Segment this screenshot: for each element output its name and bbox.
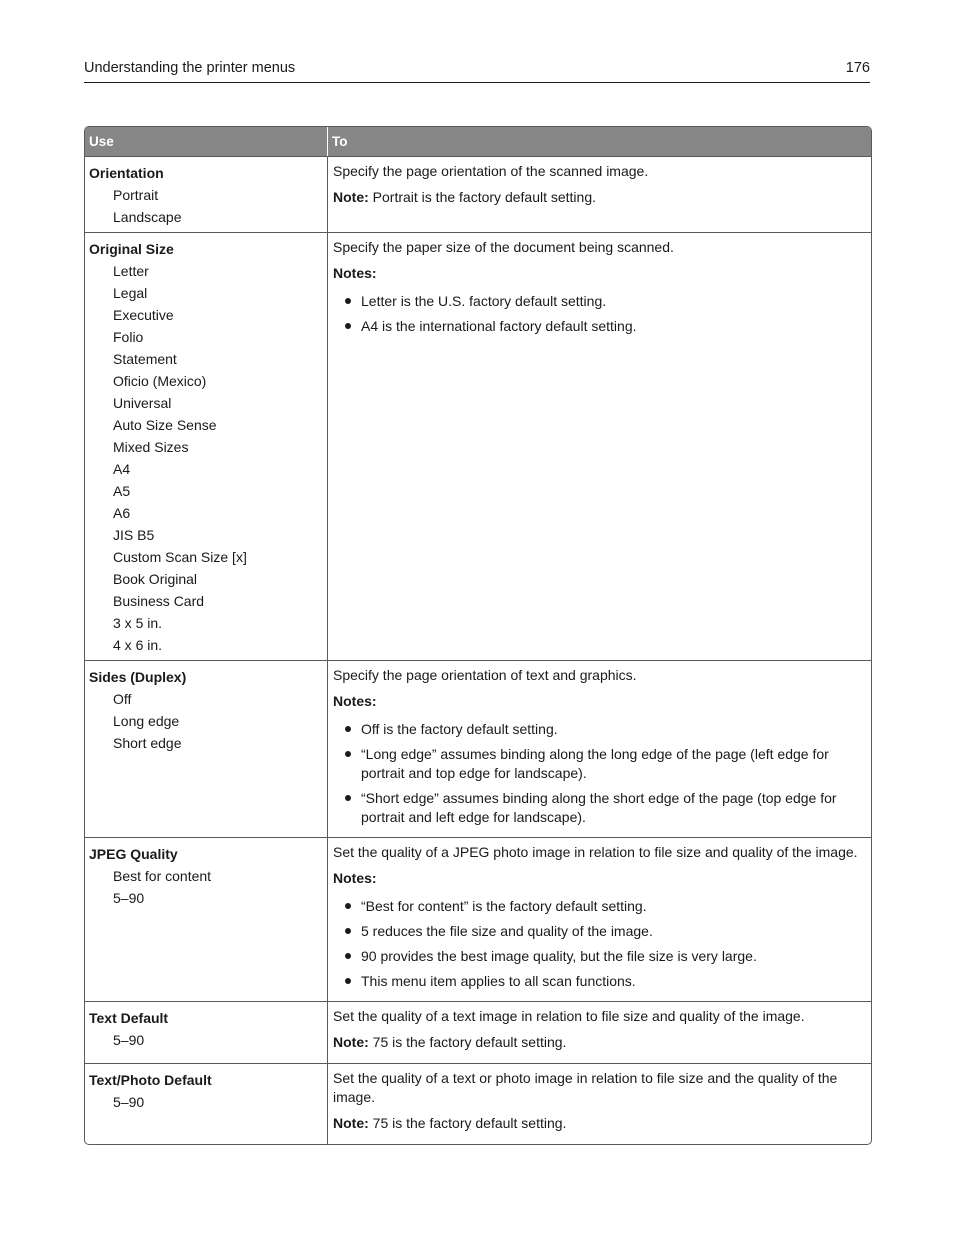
to-cell xyxy=(328,661,871,837)
menu-option: Universal xyxy=(113,395,172,411)
bullet-icon xyxy=(345,323,351,329)
table-row xyxy=(85,660,871,837)
menu-option: Folio xyxy=(113,329,144,345)
menu-option: Landscape xyxy=(113,209,182,225)
menu-option: Short edge xyxy=(113,735,182,751)
to-cell xyxy=(328,233,871,660)
use-cell xyxy=(85,1002,328,1063)
note-item: 90 provides the best image quality, but the file size is very large. xyxy=(333,947,867,966)
description: Set the quality of a text image in relation to file size and quality of the image. xyxy=(333,1008,805,1024)
use-cell xyxy=(85,838,328,1001)
menu-item-name: Original Size xyxy=(89,241,174,257)
column-header-to: To xyxy=(332,134,348,149)
use-cell xyxy=(85,157,328,232)
note-item: “Best for content” is the factory default setting. xyxy=(333,897,867,916)
menu-table xyxy=(84,126,872,1145)
menu-item-name: JPEG Quality xyxy=(89,846,178,862)
page-header xyxy=(84,58,870,83)
table-row xyxy=(85,1001,871,1063)
menu-option: 3 x 5 in. xyxy=(113,615,163,631)
note-label: Note: xyxy=(333,189,369,205)
table-row xyxy=(85,837,871,1001)
table-row xyxy=(85,156,871,232)
description: Specify the paper size of the document being scanned. xyxy=(333,239,674,255)
to-cell xyxy=(328,1064,871,1144)
menu-option: Auto Size Sense xyxy=(113,417,217,433)
menu-option: Mixed Sizes xyxy=(113,439,189,455)
menu-item-name: Text Default xyxy=(89,1010,169,1026)
bullet-icon xyxy=(345,978,351,984)
menu-option: 5–90 xyxy=(113,890,145,906)
notes-list xyxy=(333,720,867,827)
column-header-use: Use xyxy=(85,127,328,156)
menu-option: 4 x 6 in. xyxy=(113,637,163,653)
note-label: Note: xyxy=(333,1115,369,1131)
page-number: 176 xyxy=(845,60,870,76)
bullet-icon xyxy=(345,928,351,934)
note xyxy=(333,1114,867,1133)
note-text: 75 is the factory default setting. xyxy=(368,1115,567,1131)
table-row xyxy=(85,1063,871,1144)
note-text: 75 is the factory default setting. xyxy=(368,1034,567,1050)
note-item: This menu item applies to all scan functions. xyxy=(333,972,867,991)
description: Specify the page orientation of the scanned image. xyxy=(333,163,649,179)
to-cell xyxy=(328,838,871,1001)
note xyxy=(333,1033,867,1052)
menu-option: Book Original xyxy=(113,571,198,587)
note-text: Portrait is the factory default setting. xyxy=(368,189,597,205)
note-item: “Short edge” assumes binding along the short edge of the page (top edge for portrait and left edge for landscape). xyxy=(333,789,867,827)
menu-option: Off xyxy=(113,691,132,707)
note-label: Note: xyxy=(333,1034,369,1050)
description: Specify the page orientation of text and graphics. xyxy=(333,667,637,683)
notes-label: Notes: xyxy=(333,693,377,709)
to-cell xyxy=(328,1002,871,1063)
menu-option: Custom Scan Size [x] xyxy=(113,549,247,565)
bullet-icon xyxy=(345,953,351,959)
description: Set the quality of a text or photo image in relation to file size and the quality of the image. xyxy=(333,1070,838,1105)
note-item: “Long edge” assumes binding along the long edge of the page (left edge for portrait and top edge for landscape). xyxy=(333,745,867,783)
bullet-icon xyxy=(345,751,351,757)
menu-item-name: Orientation xyxy=(89,165,164,181)
bullet-icon xyxy=(345,726,351,732)
menu-item-name: Text/Photo Default xyxy=(89,1072,212,1088)
use-cell xyxy=(85,233,328,660)
menu-option: A5 xyxy=(113,483,131,499)
use-cell xyxy=(85,661,328,837)
menu-option: Long edge xyxy=(113,713,180,729)
note-item: Off is the factory default setting. xyxy=(333,720,867,739)
menu-option: Portrait xyxy=(113,187,159,203)
notes-label: Notes: xyxy=(333,265,377,281)
bullet-icon xyxy=(345,795,351,801)
use-cell xyxy=(85,1064,328,1144)
to-cell xyxy=(328,157,871,232)
notes-list xyxy=(333,897,867,991)
menu-option: Letter xyxy=(113,263,149,279)
menu-option: Business Card xyxy=(113,593,205,609)
menu-option: A4 xyxy=(113,461,131,477)
menu-option: 5–90 xyxy=(113,1094,145,1110)
bullet-icon xyxy=(345,903,351,909)
notes-label: Notes: xyxy=(333,870,377,886)
table-header xyxy=(85,127,871,156)
menu-option: Executive xyxy=(113,307,174,323)
menu-item-name: Sides (Duplex) xyxy=(89,669,187,685)
menu-option: Best for content xyxy=(113,868,212,884)
notes-list xyxy=(333,292,867,336)
note-item: Letter is the U.S. factory default setting. xyxy=(333,292,867,311)
menu-option: 5–90 xyxy=(113,1032,145,1048)
bullet-icon xyxy=(345,298,351,304)
page-header-title: Understanding the printer menus xyxy=(84,60,296,76)
menu-option: Legal xyxy=(113,285,148,301)
note-item: 5 reduces the file size and quality of the image. xyxy=(333,922,867,941)
note-item: A4 is the international factory default setting. xyxy=(333,317,867,336)
menu-option: Oficio (Mexico) xyxy=(113,373,207,389)
description: Set the quality of a JPEG photo image in relation to file size and quality of the image. xyxy=(333,844,858,860)
menu-option: JIS B5 xyxy=(113,527,155,543)
menu-option: Statement xyxy=(113,351,177,367)
menu-option: A6 xyxy=(113,505,131,521)
table-row xyxy=(85,232,871,660)
note xyxy=(333,188,867,207)
